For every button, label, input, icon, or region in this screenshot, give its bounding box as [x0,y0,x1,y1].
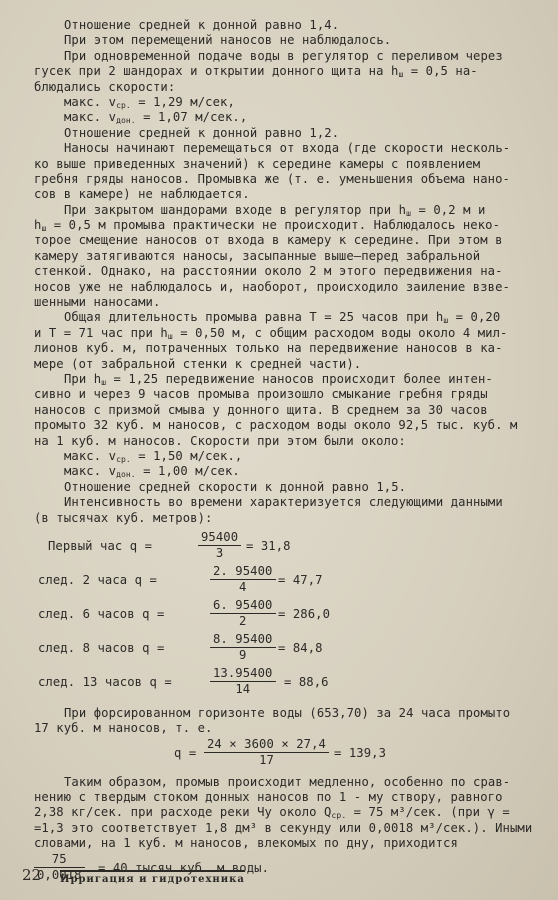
text-line: Отношение средней к донной равно 1,2. [64,125,340,140]
formula-row: $\frac{75}{0,0018}$ = 40 тысяч куб. м воды. [34,852,554,886]
text-line: шенными наносами. [34,295,161,310]
text-line: Отношение средней к донной равно 1,4. [64,18,340,32]
fraction: $\frac{2. 95400}{4}$ [210,564,276,596]
text-line: (в тысячах куб. метров): [34,510,213,525]
text-line: стенкой. Однако, на расстоянии около 2 м этого передвижения на- [34,264,503,279]
text-line: макс. vдон. = 1,07 м/сек., [64,110,248,126]
fraction: $\frac{75}{0,0018}$ [34,852,85,884]
text-line: Наносы начинают перемещаться от входа (где скорости несколь- [64,141,511,156]
journal-title: Ирригация и гидротехника [60,870,245,885]
text-line: Таким образом, промыв происходит медленно, особенно по срав- [64,774,511,789]
fraction: $\frac{6. 95400}{2}$ [210,598,276,630]
text-line: =1,3 это соответствует 1,8 дм³ в секунду или 0,0018 м³/сек.). Иными [34,820,533,835]
text-line: нению с твердым стоком донных наносов по 1 - му створу, равного [34,790,503,805]
text-line: 17 куб. м наносов, т. е. [34,721,213,736]
text-line: и T = 71 час при hш = 0,50 м, с общим расходом воды около 4 мил- [34,325,508,341]
text-line: ко выше приведенных значений) к середине камеры с появлением [34,156,481,171]
formula-row: след. 2 часа q = $\frac{2. 95400}{4}$ = 47,7 [38,563,323,595]
text-line: на 1 куб. м наносов. Скорости при этом были около: [34,433,406,448]
text-line: словами, на 1 куб. м наносов, влекомых по дну, приходится [34,836,458,851]
text-line: камеру затягиваются наносы, засыпанные выше—перед забральной [34,248,481,263]
page-number: 22 [22,866,42,884]
text-line: сивно и через 9 часов промыва произошло смыкание гребня гряды [34,387,488,402]
text-line: hш = 0,5 м промыва практически не происходит. Наблюдалось неко- [34,218,501,234]
text-line: гусек при 2 шандорах и открытии донного щита на hш = 0,5 на- [34,64,478,80]
formula-row: след. 13 часов q = $\frac{13.95400}{14}$ = 88,6 [38,665,329,697]
text-line: При форсированном горизонте воды (653,70) за 24 часа промыто [64,705,511,720]
text-line: Интенсивность во времени характеризуется следующими данными [64,495,503,510]
formula-row: q = $\frac{24 \times 3600 \times 27,4}{17}$ = 139,3 [174,736,387,768]
fraction: $\frac{95400}{3}$ [198,530,241,562]
fraction: $\frac{8. 95400}{9}$ [210,632,276,664]
text-line: гребня гряды наносов. Промывка же (т. е. уменьшения объема нано- [34,171,510,186]
formula-row: след. 8 часов q = $\frac{8. 95400}{9}$ = 84,8 [38,631,323,663]
text-line: наносов с призмой смыва у донного щита. В среднем за 30 часов [34,402,488,417]
text-line: Общая длительность промыва равна T = 25 часов при hш = 0,20 [64,310,501,326]
fraction: $\frac{13.95400}{14}$ [210,666,276,698]
text-line: макс. vдон. = 1,00 м/сек. [64,464,240,480]
text-line: При одновременной подаче воды в регулятор с переливом через [64,48,503,63]
formula-row: Первый час q = $\frac{95400}{3}$ = 31,8 [48,529,291,561]
fraction: $\frac{24 \times 3600 \times 27,4}{17}$ [204,737,329,769]
text-line: промыто 32 куб. м наносов, с расходом воды около 92,5 тыс. куб. м [34,418,518,433]
text-line: При этом перемещений наносов не наблюдалось. [64,33,392,48]
text-line: макс. vср. = 1,50 м/сек., [64,448,243,464]
text-line: При hш = 1,25 передвижение наносов происходит более интен- [64,371,493,387]
text-line: лионов куб. м, потраченных только на передвижение наносов в ка- [34,341,503,356]
text-line: сов в камере) не наблюдается. [34,187,250,202]
text-line: макс. vср. = 1,29 м/сек, [64,94,235,110]
formula-row: след. 6 часов q = $\frac{6. 95400}{2}$ = 286,0 [38,597,331,629]
text-line: торое смещение наносов от входа в камеру к середине. При этом в [34,233,503,248]
text-line: Отношение средней скорости к донной равно 1,5. [64,479,407,494]
text-line: 2,38 кг/сек. при расходе реки Чу около Qср. = 75 м³/сек. (при γ = [34,805,510,821]
text-line: носов уже не наблюдалось и, наоборот, происходило заиление взве- [34,279,510,294]
text-line: При закрытом шандорами входе в регулятор при hш = 0,2 м и [64,202,486,218]
text-line: блюдались скорости: [34,79,176,94]
text-line: мере (от забральной стенки к средней части). [34,356,362,371]
body-text [34,18,554,886]
